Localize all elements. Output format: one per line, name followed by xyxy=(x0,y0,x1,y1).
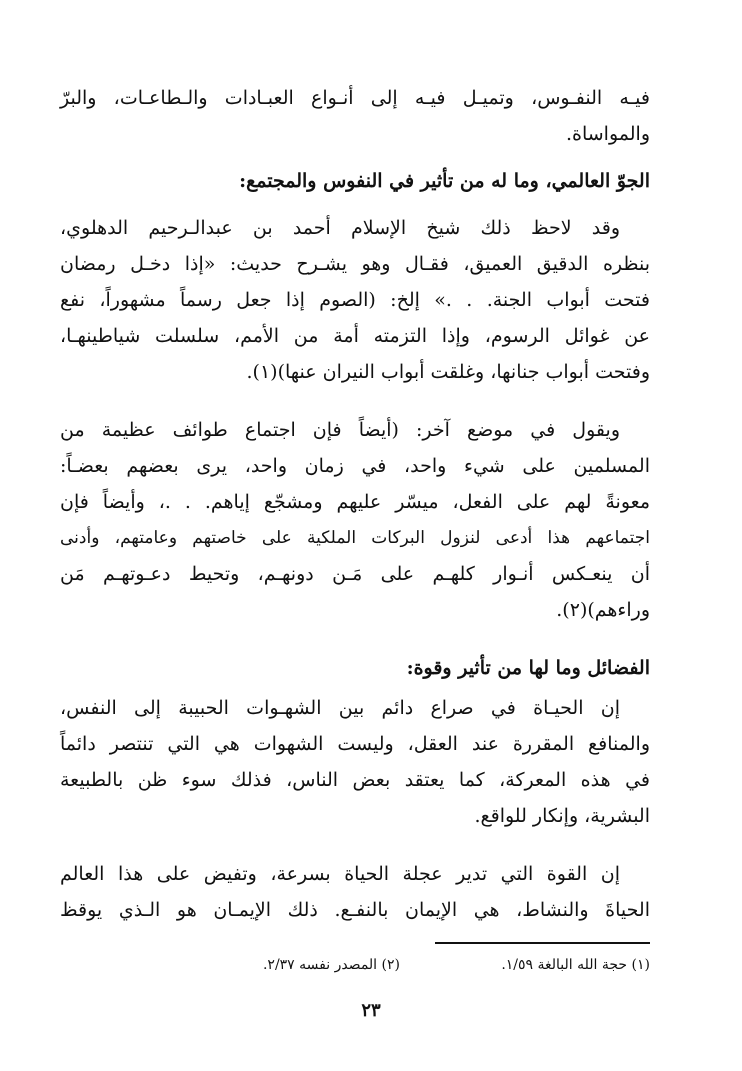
text-line: والمنافع المقررة عند العقل، وليست الشهوات هي التي تنتصر دائماً xyxy=(60,733,650,755)
text-line: وراءهم)(٢). xyxy=(556,599,650,621)
heading-text: الجوّ العالمي، وما له من تأثير في النفوس والمجتمع: xyxy=(239,170,650,192)
text-line: في هذه المعركة، كما يعتقد بعض الناس، فذلك سوء ظن بالطبيعة xyxy=(60,769,650,791)
paragraph-power xyxy=(60,856,650,928)
footnote-divider xyxy=(435,942,650,944)
text-line: المسلمين على شيء واحد، في زمان واحد، يرى بعضهم بعضـاً: xyxy=(60,455,650,477)
paragraph-virtues xyxy=(60,690,650,834)
paragraph-dahlawi xyxy=(60,210,650,390)
page-number: ٢٣ xyxy=(361,1000,381,1021)
paragraph-other-passage xyxy=(60,412,650,628)
heading-text: الفضائل وما لها من تأثير وقوة: xyxy=(406,657,650,679)
text-line: البشرية، وإنكار للواقع. xyxy=(474,805,650,827)
text-line: عن غوائل الرسوم، وإذا التزمته أمة من الأمم، سلسلت شياطينهـا، xyxy=(60,325,650,347)
text-line: فيـه النفـوس، وتميـل فيـه إلى أنـواع العبـادات والـطاعـات، والبرّ xyxy=(60,87,650,109)
text-line: بنظره الدقيق العميق، فقـال وهو يشـرح حديث: «إذا دخـل رمضان xyxy=(60,253,651,275)
text-line: إن الحيـاة في صراع دائم بين الشهـوات الحبيبة إلى النفس، xyxy=(60,697,620,719)
text-line: فتحت أبواب الجنة. . .» إلخ: (الصوم إذا جعل رسماً مشهوراً، نفع xyxy=(60,289,650,311)
footnotes xyxy=(180,950,650,980)
text-line: والمواساة. xyxy=(565,123,650,145)
text-line: اجتماعهم هذا أدعى لنزول البركات الملكية على خاصتهم وعامتهم، وأدنى xyxy=(60,528,650,548)
paragraph-intro xyxy=(60,80,650,152)
section-heading-world-atmosphere xyxy=(60,163,650,199)
text-line: أن ينعـكس أنـوار كلهـم على مَـن دونهـم، وتحيط دعـوتهـم مَن xyxy=(60,563,650,585)
text-line: معونةً لهم على الفعل، ميسّر عليهم ومشجّع إياهم. . .، وأيضاً فإن xyxy=(60,491,650,513)
text-line: إن القوة التي تدير عجلة الحياة بسرعة، وتفيض على هذا العالم xyxy=(60,863,620,885)
text-line: وفتحت أبواب جنانها، وغلقت أبواب النيران عنها)(١). xyxy=(246,361,650,383)
section-heading-virtues xyxy=(60,650,650,686)
text-line: وقد لاحظ ذلك شيخ الإسلام أحمد بن عبدالـرحيم الدهلوي، xyxy=(60,217,620,239)
footnote-2: (٢) المصدر نفسه ٢/٣٧. xyxy=(262,957,400,973)
text-line: الحياةَ والنشاط، هي الإيمان بالنفـع. ذلك الإيمـان هو الـذي يوقظ xyxy=(60,899,650,921)
text-line: ويقول في موضع آخر: (أيضاً فإن اجتماع طوائف عظيمة من xyxy=(60,419,620,441)
footnote-1: (١) حجة الله البالغة ١/٥٩. xyxy=(501,957,650,973)
